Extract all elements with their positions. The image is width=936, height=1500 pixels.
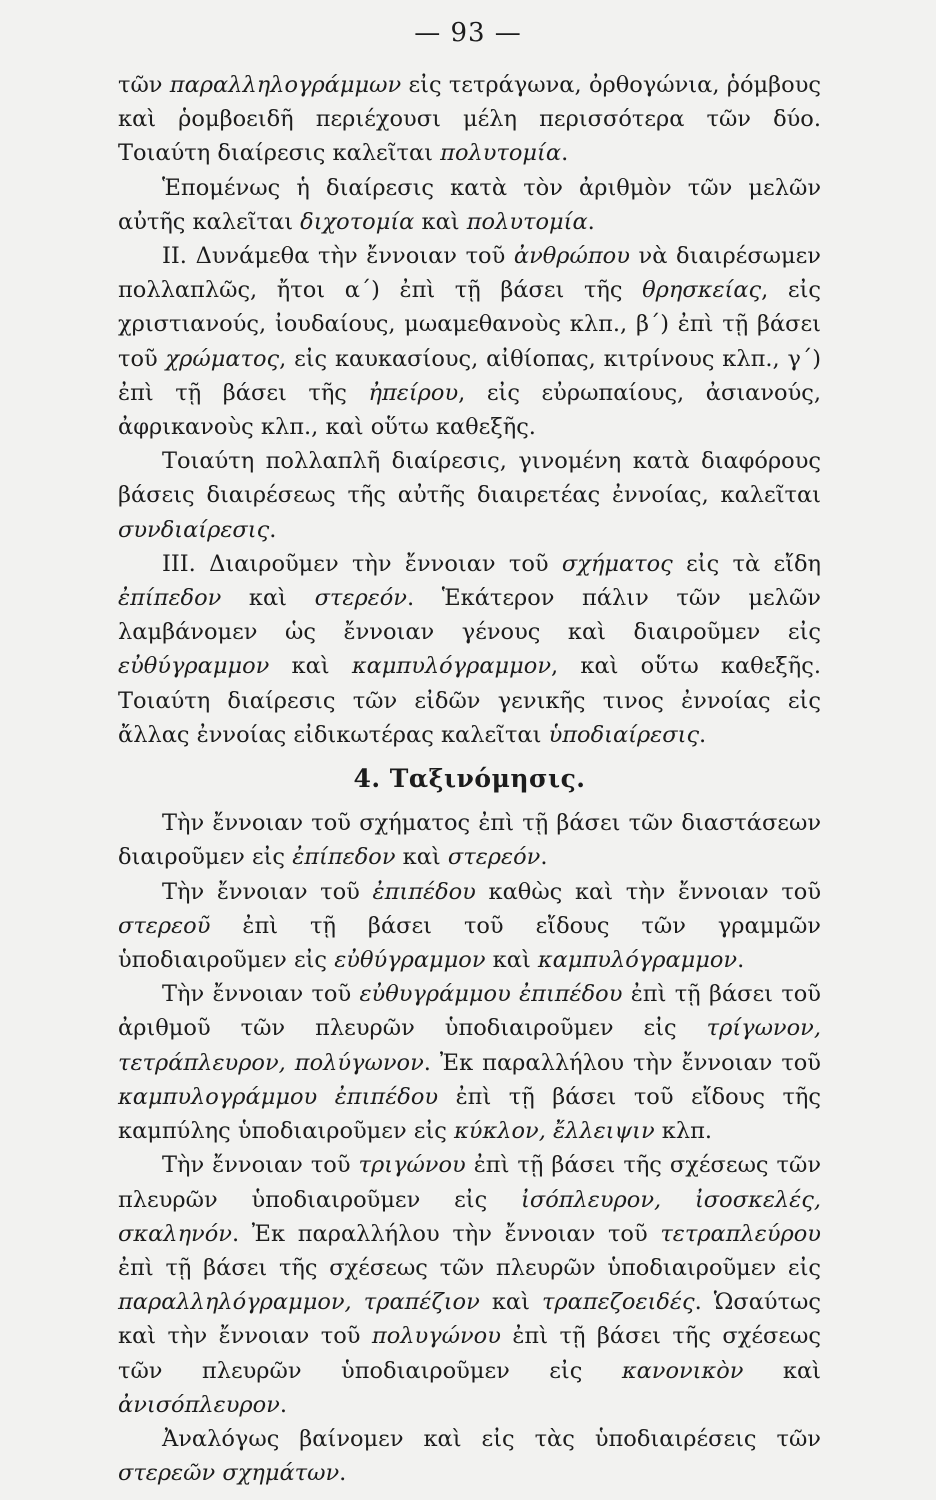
italic-term: καμπυλογράμμου ἐπιπέδου [118, 1083, 439, 1110]
text-run: , εἰς εὐρωπαίους, ἀσιανούς, ἀφρικανοὺς κλπ., καὶ οὕτω καθεξῆς. [118, 379, 822, 441]
text-run: Τὴν ἔννοιαν τοῦ σχήματος ἐπὶ τῇ βάσει τῶν διαστάσεων διαιροῦμεν εἰς [118, 810, 821, 871]
text-run: . [269, 516, 277, 543]
text-run: Τὴν ἔννοιαν τοῦ [162, 1152, 359, 1179]
paragraph [118, 806, 821, 874]
paragraph [118, 239, 821, 444]
text-run: ἐπὶ τῇ βάσει τῆς σχέσεως τῶν πλευρῶν ὑποδιαιροῦμεν εἰς [118, 1254, 821, 1281]
italic-term: στερεόν [447, 844, 541, 871]
text-run: . [540, 844, 548, 871]
text-run: , εἰς χριστιανούς, ἰουδαίους, μωαμεθανοὺς κλπ., β΄) ἐπὶ τῇ βάσει τοῦ [118, 277, 821, 372]
text-run: καὶ [743, 1357, 821, 1384]
text-run: . Ὡσαύτως καὶ τὴν ἔννοιαν τοῦ [118, 1289, 821, 1350]
paragraph [118, 875, 821, 978]
text-run: Ἀναλόγως βαίνομεν καὶ εἰς τὰς ὑποδιαιρέσεις τῶν [162, 1425, 821, 1452]
text-run: καὶ [479, 1289, 542, 1316]
text-run: . [561, 140, 569, 167]
text-run: ΙΙ. Δυνάμεθα τὴν ἔννοιαν τοῦ [162, 243, 514, 270]
text-run: . [699, 721, 707, 748]
italic-term: πολυγώνου [371, 1323, 501, 1350]
italic-term: πολυτομία [466, 208, 588, 235]
text-run: ἐπὶ τῇ βάσει τοῦ εἴδους τῶν γραμμῶν ὑποδιαιροῦμεν εἰς [118, 912, 821, 974]
italic-term: χρώματος [165, 345, 280, 372]
italic-term: καμπυλόγραμμον [537, 947, 738, 974]
italic-term: τριγώνου [358, 1152, 466, 1179]
italic-term: εὐθύγραμμον [334, 947, 486, 974]
text-run: . Ἐκ παραλλήλου τὴν ἔννοιαν τοῦ [423, 1049, 821, 1076]
text-run: . [339, 1460, 347, 1487]
text-run: καθὼς καὶ τὴν ἔννοιαν τοῦ [475, 878, 821, 905]
italic-term: συνδιαίρεσις [118, 516, 270, 543]
italic-term: ἐπίπεδον [118, 585, 222, 612]
italic-term: ἀνθρώπου [513, 243, 630, 270]
paragraph [118, 1422, 821, 1490]
section-heading: 4. Ταξινόμησις. [353, 764, 586, 794]
italic-term: παραλληλόγραμμον, τραπέζιον [118, 1289, 480, 1316]
text-run: , εἰς καυκασίους, αἰθίοπας, κιτρίνους κλπ., γ΄) ἐπὶ τῇ βάσει τῆς [118, 345, 821, 406]
text-run: , καὶ οὕτω καθεξῆς. Τοιαύτη διαίρεσις τῶν εἰδῶν γενικῆς τινος ἐννοίας εἰς ἄλλας ἐννοίας εἰδικωτέρας καλεῖται [118, 653, 822, 748]
italic-term: διχοτομία [300, 208, 415, 235]
body-text [118, 68, 821, 1490]
italic-term: κανονικὸν [621, 1357, 744, 1384]
text-run: ἐπὶ τῇ βάσει τοῦ εἴδους τῆς καμπύλης ὑποδιαιροῦμεν εἰς [118, 1083, 821, 1145]
italic-term: τετραπλεύρου [660, 1220, 821, 1247]
paragraph [118, 444, 821, 547]
text-run: καὶ [395, 844, 448, 871]
italic-term: κύκλον, ἔλλειψιν [454, 1118, 655, 1145]
text-run: νὰ διαιρέσωμεν πολλαπλῶς, ἤτοι α΄) ἐπὶ τῇ βάσει τῆς [118, 243, 821, 304]
text-run: Ἑπομένως ἡ διαίρεσις κατὰ τὸν ἀριθμὸν τῶν μελῶν αὐτῆς καλεῖται [118, 174, 821, 235]
text-run: καὶ [485, 947, 538, 974]
text-run: ἐπὶ τῇ βάσει τοῦ ἀριθμοῦ τῶν πλευρῶν ὑποδιαιροῦμεν εἰς [118, 981, 821, 1042]
italic-term: παραλληλογράμμων [169, 72, 402, 98]
text-run: καὶ [269, 653, 352, 680]
italic-term: στερεοῦ [118, 912, 211, 939]
italic-term: ἀνισόπλευρον [118, 1391, 280, 1418]
text-run: . Ἑκάτερον πάλιν τῶν μελῶν λαμβάνομεν ὡς ἔννοιαν γένους καὶ διαιροῦμεν εἰς [118, 585, 821, 646]
italic-term: πολυτομία [440, 140, 562, 167]
text-run: ΙΙΙ. Διαιροῦμεν τὴν ἔννοιαν τοῦ [162, 550, 562, 577]
text-run: τῶν [118, 72, 170, 98]
text-run: ἐπὶ τῇ βάσει τῆς σχέσεως τῶν πλευρῶν ὑποδιαιροῦμεν εἰς [118, 1152, 821, 1213]
italic-term: ἐπιπέδου [372, 878, 476, 905]
text-run: Τοιαύτη πολλαπλῆ διαίρεσις, γινομένη κατὰ διαφόρους βάσεις διαιρέσεως τῆς αὐτῆς διαιρετέας ἐννοίας, καλεῖται [118, 448, 821, 509]
text-run: καὶ [414, 208, 467, 235]
italic-term: εὐθυγράμμου ἐπιπέδου [359, 981, 623, 1008]
paragraph [118, 1148, 821, 1422]
italic-term: ἰσόπλευρον, ἰσοσκελές, σκαληνόν [118, 1186, 821, 1247]
text-run: . [737, 947, 745, 974]
italic-term: ὑποδιαίρεσις [548, 721, 700, 748]
italic-term: καμπυλόγραμμον [351, 653, 552, 680]
italic-term: στερεόν [314, 585, 407, 612]
text-run: καὶ [221, 585, 315, 612]
italic-term: ἐπίπεδον [292, 844, 396, 871]
text-run: . Ἐκ παραλλήλου τὴν ἔννοιαν τοῦ [231, 1220, 661, 1247]
text-run: εἰς τὰ εἴδη [672, 550, 821, 577]
text-run: . [279, 1391, 288, 1418]
paragraph [118, 547, 821, 752]
text-run: ἐπὶ τῇ βάσει τῆς σχέσεως τῶν πλευρῶν ὑποδιαιροῦμεν εἰς [118, 1323, 821, 1384]
text-run: . [587, 208, 595, 235]
text-run: εἰς τετράγωνα, ὀρθογώνια, ῥόμβους καὶ ῥομβοειδῆ περιέχουσι μέλη περισσότερα τῶν δύο. Τοιαύτη διαίρεσις καλεῖται [118, 72, 822, 167]
italic-term: ἠπείρου [368, 379, 459, 406]
italic-term: εὐθύγραμμον [118, 653, 270, 680]
italic-term: τραπεζοειδές [541, 1289, 695, 1316]
paragraph [118, 977, 821, 1148]
italic-term: τρίγωνον, τετράπλευρον, πολύγωνον [118, 1015, 821, 1076]
page-number: — 93 — [414, 18, 522, 48]
paragraph [118, 171, 821, 239]
text-run: Τὴν ἔννοιαν τοῦ [162, 981, 360, 1008]
italic-term: στερεῶν σχημάτων [118, 1460, 340, 1487]
italic-term: σχήματος [561, 550, 673, 577]
italic-term: θρησκείας [642, 277, 762, 304]
text-run: κλπ. [654, 1118, 713, 1145]
paragraph-continued [118, 68, 821, 171]
text-run: Τὴν ἔννοιαν τοῦ [162, 878, 373, 905]
